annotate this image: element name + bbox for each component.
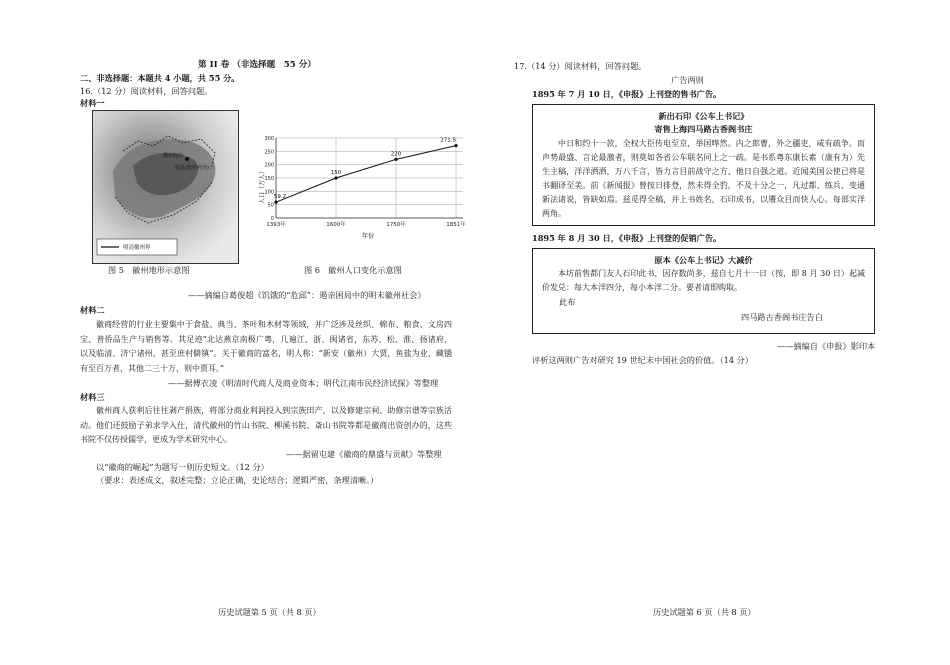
ad-2-signature: 四马路古香阁书庄告白 — [741, 312, 823, 322]
exam-page-6 — [475, 0, 950, 665]
question-17-task: 评析这两则广告对研究 19 世纪末中国社会的价值。（14 分） — [532, 355, 754, 365]
data-point — [454, 144, 457, 147]
figure-5-caption: 图 5 徽州地形示意图 — [108, 265, 190, 275]
x-tick-label: 1393年 — [266, 222, 286, 228]
y-tick-label: 150 — [264, 176, 274, 182]
ad-1-intro: 1895 年 7 月 10 日，《申报》上刊登的售书广告。 — [532, 89, 722, 99]
y-tick-label: 50 — [267, 202, 274, 209]
map-legend-label: 明清徽州界 — [123, 245, 151, 251]
x-tick-label: 1851年 — [446, 222, 466, 228]
y-tick-label: 100 — [264, 189, 274, 196]
material-1-label: 材料一 — [80, 98, 105, 108]
ad-1-title: 新出石印《公车上书记》 — [658, 111, 749, 121]
page-5-footer: 历史试题第 5 页（共 8 页） — [218, 607, 321, 617]
y-axis-label: 人口（万人） — [259, 167, 266, 205]
y-tick-label: 300 — [264, 136, 274, 142]
ad-2-text: 本坊前售都门友人石印此书，因存数尚多，兹自七月十一日（按，即 8 月 30 日）起减价发兑：每大本洋四分，每小本洋二分。要者请即购取。 — [542, 269, 865, 292]
data-point — [334, 176, 337, 179]
huizhou-terrain-map — [92, 110, 239, 264]
question-16-task: 以“徽商的崛起”为题写一则历史短文。（12 分） — [96, 462, 269, 472]
material-2-text: 徽商经营的行业主要集中于食盐、典当、茶叶和木材等领域，并广泛涉及丝织、棉布、粮食、文房四宝、普侨品生产与销售等。其足迹“北达燕京南极广粤，几遍江、浙、闽诸省，东苏、松、淮、扬诸府，以及临清、济宁诸州，甚至庶村僻镇”。关于徽商的富名，明人称：“新安（徽州）大贾，鱼盐为业，藏镪有至百万者，其他二三十万，则中贾耳。” — [80, 320, 452, 373]
map-label-shexian: 歙县(徽州府治) — [175, 165, 209, 171]
x-tick-label: 1600年 — [326, 222, 346, 228]
figure-6-caption: 图 6 徽州人口变化示意图 — [304, 265, 402, 275]
x-tick-labels — [266, 220, 466, 228]
y-tick-label: 200 — [264, 162, 274, 169]
data-label: 59.2 — [273, 194, 287, 201]
ad-2-title: 原本《公车上书记》大减价 — [654, 255, 753, 265]
data-label: 220 — [390, 151, 402, 158]
y-tick-label: 250 — [264, 149, 274, 156]
data-label: 150 — [330, 170, 342, 176]
population-line — [273, 146, 456, 203]
terrain-map-graphic — [93, 111, 238, 263]
ads-title: 广告两则 — [671, 75, 704, 85]
ad-2-closing: 此布 — [559, 297, 576, 307]
part-heading: 二、非选择题：本题共 4 小题，共 55 分。 — [80, 73, 240, 83]
data-points — [274, 138, 458, 204]
x-tick-label: 1750年 — [386, 222, 406, 228]
map-label-prefecture: 徽州府治 — [163, 153, 184, 159]
question-16-requirements: （要求：表述成文，叙述完整；立论正确，史论结合；逻辑严密，条理清晰。） — [96, 475, 379, 485]
material-2-label: 材料二 — [80, 305, 105, 315]
data-label: 271.5 — [440, 137, 456, 144]
material-3-label: 材料三 — [80, 392, 105, 402]
material-2-source: ——据傅衣凌《明清时代商人及商业资本；明代江南市民经济试探》等整理 — [168, 378, 439, 388]
y-tick-label: 0 — [270, 216, 274, 222]
ad-source: ——摘编自《申报》影印本 — [777, 341, 876, 351]
data-point — [394, 158, 397, 161]
ad-1-box — [532, 104, 875, 226]
question-16-heading: 16.（12 分）阅读材料，回答问题。 — [80, 86, 213, 96]
ad-1-text: 中日和约十一款，全权大臣传电至京，举国哗然。内之郎曹，外之疆吏，咸有疏争。而声势最盛、言论最激者，则莫如各省公车联名同上之一疏。是书系粤东康长素（康有为）先生主稿，洋洋洒洒，万八千言，皆力言目前战守之方、他日自强之道。近闻美国公使已将是书翻译至美。前《新闻报》曾按日排登，然未得全豹，不及十分之一，凡过都、练兵、变通新法诸说，皆缺如焉。兹觅得全稿，并上书姓名，石印成书，以餍众目而快人心。每部实洋两角。 — [542, 139, 865, 218]
ad-1-subtitle: 寄售上海四马路古香阁书庄 — [654, 124, 753, 134]
question-17-heading: 17.（14 分）阅读材料，回答问题。 — [514, 61, 647, 71]
material-3-text: 徽州商人获利后往往剥产捐族，将部分商业利润投入到宗族田产，以及修建宗祠、助修宗谱等宗族活动。他们还鼓励子弟求学入仕，清代徽州的竹山书院、柳溪书院、斎山书院等都是徽商出资创办的，这些书院不仅传授儒学，更成为学术研究中心。 — [80, 406, 452, 445]
section-title: 第 II 卷 （非选择题 55 分） — [198, 60, 316, 70]
material-3-source: ——据留屯建《徽商的鼎盛与贡献》等整理 — [286, 449, 442, 459]
data-point — [274, 201, 277, 204]
population-chart — [258, 130, 473, 242]
ad-2-box — [532, 248, 875, 334]
material-1-source: ——摘编自葛俊超《饥饿的“危邱”：遏亲困局中的明末徽州社会》 — [188, 290, 426, 300]
ad-2-intro: 1895 年 8 月 30 日，《申报》上刊登的促销广告。 — [532, 233, 722, 243]
x-axis-label: 年份 — [361, 233, 375, 240]
page-6-footer: 历史试题第 6 页（共 8 页） — [653, 607, 756, 617]
